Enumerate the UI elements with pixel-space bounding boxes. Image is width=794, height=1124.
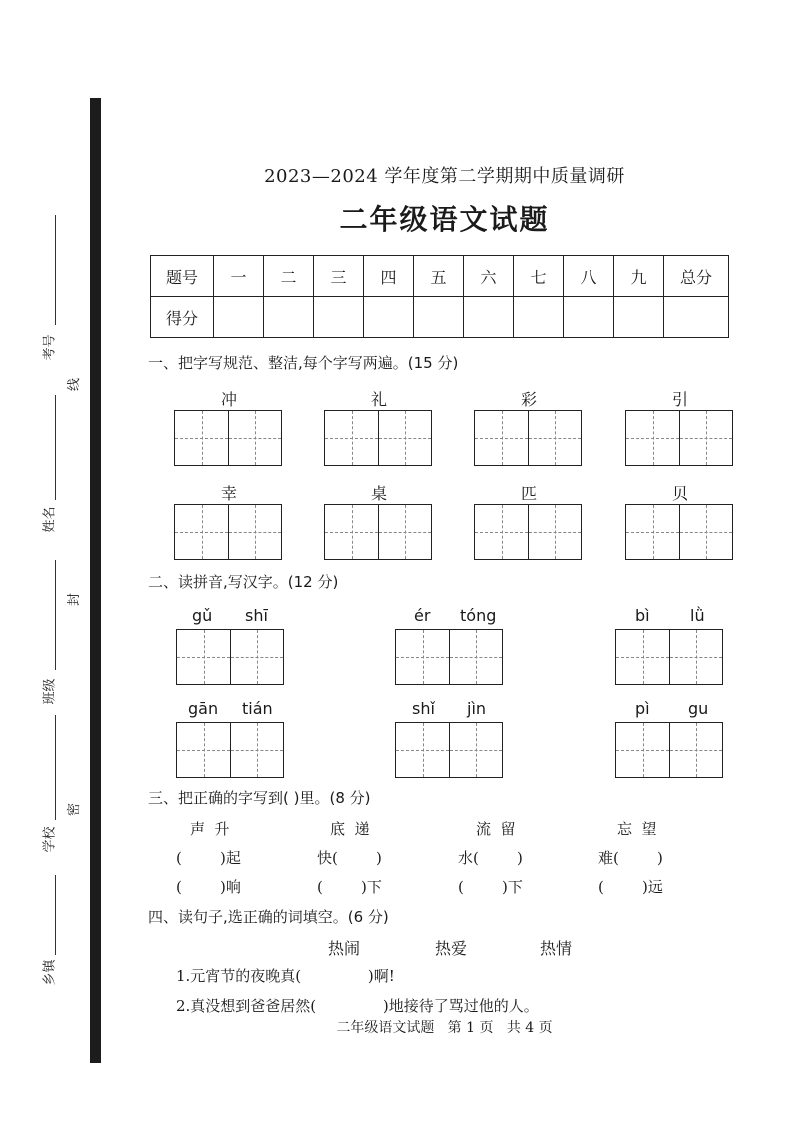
q3-heading: 三、把正确的字写到( )里。(8 分) (148, 789, 371, 807)
pinyin: ér (414, 606, 431, 625)
table-cell: 总分 (664, 256, 729, 297)
score-input-cell[interactable] (414, 297, 464, 338)
q3-pair: 声 升 (190, 820, 230, 838)
class-label: 班级 (42, 678, 58, 705)
exam-title: 二年级语文试题 (339, 203, 550, 236)
q3-blank[interactable]: ( )响 (176, 878, 241, 896)
pinyin: bì (635, 606, 650, 625)
q3-pair: 流 留 (476, 820, 516, 838)
table-cell: 二 (264, 256, 314, 297)
q4-word: 热闹 (328, 939, 361, 958)
q4-heading: 四、读句子,选正确的词填空。(6 分) (148, 908, 389, 926)
q1-char: 礼 (370, 390, 387, 409)
pinyin: gu (688, 699, 709, 718)
q3-pair: 忘 望 (617, 820, 657, 838)
school-line (55, 715, 56, 820)
pinyin: shī (245, 606, 268, 625)
q4-sentence-2[interactable]: 2.真没想到爸爸居然( )地接待了骂过他的人。 (176, 997, 539, 1015)
table-cell: 三 (314, 256, 364, 297)
writing-grid[interactable] (395, 629, 503, 685)
score-input-cell[interactable] (564, 297, 614, 338)
township-label: 乡镇 (42, 959, 58, 986)
score-table-score-row (151, 297, 729, 338)
writing-grid[interactable] (615, 629, 723, 685)
score-input-cell[interactable] (214, 297, 264, 338)
q1-char: 贝 (671, 484, 688, 503)
name-label: 姓名 (42, 506, 58, 533)
pinyin: gǔ (192, 606, 213, 625)
writing-grid[interactable] (474, 410, 582, 466)
pinyin: shǐ (412, 699, 435, 718)
binding-mark-line: 线 (67, 377, 83, 392)
writing-grid[interactable] (176, 629, 284, 685)
q3-blank[interactable]: ( )下 (317, 878, 382, 896)
writing-grid[interactable] (395, 722, 503, 778)
score-input-cell[interactable] (614, 297, 664, 338)
score-table-header-row (151, 256, 729, 297)
writing-grid[interactable] (615, 722, 723, 778)
page-footer: 二年级语文试题 第 1 页 共 4 页 (336, 1020, 553, 1036)
township-line (55, 875, 56, 955)
writing-grid[interactable] (174, 504, 282, 560)
score-input-cell[interactable] (364, 297, 414, 338)
name-line (55, 395, 56, 500)
table-cell: 四 (364, 256, 414, 297)
table-cell: 题号 (151, 256, 214, 297)
q3-pair: 底 递 (330, 820, 370, 838)
table-cell: 得分 (151, 297, 214, 338)
pinyin: jìn (467, 699, 487, 718)
table-cell: 一 (214, 256, 264, 297)
exam-subtitle: 2023—2024 学年度第二学期期中质量调研 (264, 166, 625, 187)
pinyin: pì (635, 699, 650, 718)
table-cell: 七 (514, 256, 564, 297)
score-input-cell[interactable] (314, 297, 364, 338)
writing-grid[interactable] (474, 504, 582, 560)
pinyin: lǜ (690, 606, 705, 625)
table-cell: 八 (564, 256, 614, 297)
score-input-cell[interactable] (664, 297, 729, 338)
q1-char: 彩 (520, 390, 537, 409)
table-cell: 九 (614, 256, 664, 297)
binding-bar (90, 98, 101, 1063)
q1-char: 幸 (220, 484, 237, 503)
score-input-cell[interactable] (464, 297, 514, 338)
pinyin: tóng (460, 606, 497, 625)
table-cell: 六 (464, 256, 514, 297)
school-label: 学校 (42, 826, 58, 853)
binding-mark-seal: 封 (67, 592, 83, 607)
writing-grid[interactable] (324, 504, 432, 560)
q1-char: 冲 (220, 390, 237, 409)
q1-char: 桌 (370, 484, 387, 503)
pinyin: tián (242, 699, 273, 718)
q3-blank[interactable]: ( )下 (458, 878, 523, 896)
writing-grid[interactable] (324, 410, 432, 466)
writing-grid[interactable] (176, 722, 284, 778)
q1-char: 引 (671, 390, 688, 409)
class-line (55, 560, 56, 670)
q3-blank[interactable]: 快( ) (317, 849, 382, 867)
writing-grid[interactable] (174, 410, 282, 466)
table-cell: 五 (414, 256, 464, 297)
q3-blank[interactable]: ( )远 (598, 878, 663, 896)
q4-sentence-1[interactable]: 1.元宵节的夜晚真( )啊! (176, 967, 395, 985)
q3-blank[interactable]: 水( ) (458, 849, 523, 867)
pinyin: gān (188, 699, 219, 718)
q1-heading: 一、把字写规范、整洁,每个字写两遍。(15 分) (148, 354, 459, 372)
writing-grid[interactable] (625, 410, 733, 466)
q1-char: 匹 (520, 484, 537, 503)
binding-mark-secret: 密 (67, 802, 83, 817)
writing-grid[interactable] (625, 504, 733, 560)
score-table (150, 255, 729, 338)
q3-blank[interactable]: 难( ) (598, 849, 663, 867)
q4-word: 热情 (540, 939, 573, 958)
score-input-cell[interactable] (264, 297, 314, 338)
exam-number-label: 考号 (42, 334, 58, 361)
q3-blank[interactable]: ( )起 (176, 849, 241, 867)
score-input-cell[interactable] (514, 297, 564, 338)
q2-heading: 二、读拼音,写汉字。(12 分) (148, 573, 339, 591)
q4-word: 热爱 (435, 939, 468, 958)
